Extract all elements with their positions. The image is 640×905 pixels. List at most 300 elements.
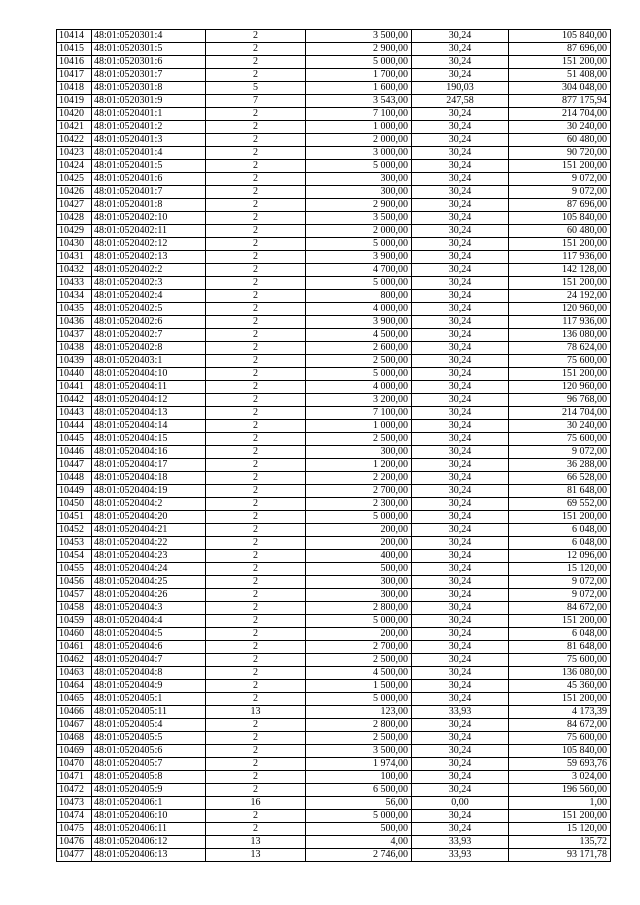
value-cell: 6 048,00 <box>509 524 611 537</box>
cadastral-number-cell: 48:01:0520404:9 <box>92 680 206 693</box>
code-cell: 5 <box>206 82 306 95</box>
table-row <box>57 693 611 706</box>
rate-cell: 30,24 <box>412 771 509 784</box>
table-row <box>57 433 611 446</box>
rate-cell: 30,24 <box>412 446 509 459</box>
cadastral-number-cell: 48:01:0520401:5 <box>92 160 206 173</box>
rate-cell: 30,24 <box>412 290 509 303</box>
code-cell: 2 <box>206 251 306 264</box>
row-number-cell: 10426 <box>57 186 92 199</box>
table-row <box>57 420 611 433</box>
rate-cell: 33,93 <box>412 706 509 719</box>
area-cell: 2 500,00 <box>306 732 412 745</box>
code-cell: 2 <box>206 420 306 433</box>
cadastral-number-cell: 48:01:0520404:19 <box>92 485 206 498</box>
rate-cell: 30,24 <box>412 602 509 615</box>
area-cell: 3 500,00 <box>306 30 412 43</box>
row-number-cell: 10454 <box>57 550 92 563</box>
value-cell: 151 200,00 <box>509 56 611 69</box>
value-cell: 105 840,00 <box>509 30 611 43</box>
row-number-cell: 10447 <box>57 459 92 472</box>
code-cell: 2 <box>206 771 306 784</box>
area-cell: 5 000,00 <box>306 511 412 524</box>
row-number-cell: 10443 <box>57 407 92 420</box>
rate-cell: 30,24 <box>412 719 509 732</box>
cadastral-number-cell: 48:01:0520401:3 <box>92 134 206 147</box>
area-cell: 3 900,00 <box>306 316 412 329</box>
row-number-cell: 10465 <box>57 693 92 706</box>
cadastral-number-cell: 48:01:0520404:22 <box>92 537 206 550</box>
rate-cell: 30,24 <box>412 160 509 173</box>
area-cell: 1 700,00 <box>306 69 412 82</box>
area-cell: 6 500,00 <box>306 784 412 797</box>
row-number-cell: 10427 <box>57 199 92 212</box>
row-number-cell: 10415 <box>57 43 92 56</box>
rate-cell: 30,24 <box>412 758 509 771</box>
value-cell: 81 648,00 <box>509 641 611 654</box>
table-row <box>57 654 611 667</box>
row-number-cell: 10462 <box>57 654 92 667</box>
code-cell: 2 <box>206 134 306 147</box>
cadastral-number-cell: 48:01:0520402:6 <box>92 316 206 329</box>
cadastral-number-cell: 48:01:0520401:2 <box>92 121 206 134</box>
value-cell: 75 600,00 <box>509 732 611 745</box>
rate-cell: 30,24 <box>412 277 509 290</box>
table-row <box>57 95 611 108</box>
table-row <box>57 381 611 394</box>
value-cell: 30 240,00 <box>509 121 611 134</box>
table-row <box>57 849 611 862</box>
cadastral-number-cell: 48:01:0520404:21 <box>92 524 206 537</box>
cadastral-number-cell: 48:01:0520404:10 <box>92 368 206 381</box>
rate-cell: 30,24 <box>412 628 509 641</box>
table-row <box>57 251 611 264</box>
table-row <box>57 680 611 693</box>
rate-cell: 30,24 <box>412 69 509 82</box>
cadastral-number-cell: 48:01:0520404:25 <box>92 576 206 589</box>
value-cell: 151 200,00 <box>509 693 611 706</box>
area-cell: 4 000,00 <box>306 303 412 316</box>
table-row <box>57 342 611 355</box>
rate-cell: 30,24 <box>412 108 509 121</box>
code-cell: 2 <box>206 225 306 238</box>
table-row <box>57 589 611 602</box>
table-row <box>57 30 611 43</box>
rate-cell: 30,24 <box>412 342 509 355</box>
row-number-cell: 10476 <box>57 836 92 849</box>
value-cell: 6 048,00 <box>509 628 611 641</box>
code-cell: 2 <box>206 160 306 173</box>
code-cell: 2 <box>206 147 306 160</box>
rate-cell: 30,24 <box>412 186 509 199</box>
code-cell: 2 <box>206 407 306 420</box>
table-row <box>57 550 611 563</box>
table-row <box>57 212 611 225</box>
row-number-cell: 10474 <box>57 810 92 823</box>
area-cell: 3 500,00 <box>306 212 412 225</box>
table-row <box>57 290 611 303</box>
table-row <box>57 43 611 56</box>
value-cell: 75 600,00 <box>509 433 611 446</box>
row-number-cell: 10461 <box>57 641 92 654</box>
row-number-cell: 10431 <box>57 251 92 264</box>
area-cell: 3 543,00 <box>306 95 412 108</box>
area-cell: 4,00 <box>306 836 412 849</box>
value-cell: 136 080,00 <box>509 329 611 342</box>
value-cell: 214 704,00 <box>509 108 611 121</box>
value-cell: 151 200,00 <box>509 160 611 173</box>
cadastral-value-table <box>56 29 611 862</box>
value-cell: 151 200,00 <box>509 810 611 823</box>
table-row <box>57 472 611 485</box>
cadastral-number-cell: 48:01:0520406:10 <box>92 810 206 823</box>
rate-cell: 30,24 <box>412 745 509 758</box>
rate-cell: 30,24 <box>412 355 509 368</box>
row-number-cell: 10420 <box>57 108 92 121</box>
code-cell: 2 <box>206 784 306 797</box>
cadastral-number-cell: 48:01:0520406:12 <box>92 836 206 849</box>
cadastral-number-cell: 48:01:0520404:8 <box>92 667 206 680</box>
value-cell: 9 072,00 <box>509 446 611 459</box>
value-cell: 105 840,00 <box>509 745 611 758</box>
value-cell: 9 072,00 <box>509 186 611 199</box>
area-cell: 400,00 <box>306 550 412 563</box>
code-cell: 2 <box>206 121 306 134</box>
rate-cell: 30,24 <box>412 810 509 823</box>
area-cell: 5 000,00 <box>306 277 412 290</box>
table-row <box>57 511 611 524</box>
value-cell: 59 693,76 <box>509 758 611 771</box>
row-number-cell: 10416 <box>57 56 92 69</box>
area-cell: 2 600,00 <box>306 342 412 355</box>
cadastral-number-cell: 48:01:0520404:17 <box>92 459 206 472</box>
row-number-cell: 10419 <box>57 95 92 108</box>
row-number-cell: 10435 <box>57 303 92 316</box>
area-cell: 5 000,00 <box>306 693 412 706</box>
value-cell: 304 048,00 <box>509 82 611 95</box>
cadastral-number-cell: 48:01:0520402:4 <box>92 290 206 303</box>
cadastral-number-cell: 48:01:0520405:5 <box>92 732 206 745</box>
value-cell: 151 200,00 <box>509 238 611 251</box>
cadastral-number-cell: 48:01:0520402:2 <box>92 264 206 277</box>
value-cell: 9 072,00 <box>509 589 611 602</box>
cadastral-number-cell: 48:01:0520402:11 <box>92 225 206 238</box>
rate-cell: 30,24 <box>412 121 509 134</box>
cadastral-number-cell: 48:01:0520405:9 <box>92 784 206 797</box>
area-cell: 200,00 <box>306 628 412 641</box>
row-number-cell: 10425 <box>57 173 92 186</box>
area-cell: 1 200,00 <box>306 459 412 472</box>
table-row <box>57 732 611 745</box>
table-row <box>57 199 611 212</box>
row-number-cell: 10475 <box>57 823 92 836</box>
rate-cell: 30,24 <box>412 589 509 602</box>
rate-cell: 30,24 <box>412 394 509 407</box>
area-cell: 2 746,00 <box>306 849 412 862</box>
table-row <box>57 667 611 680</box>
row-number-cell: 10421 <box>57 121 92 134</box>
table-row <box>57 524 611 537</box>
value-cell: 36 288,00 <box>509 459 611 472</box>
rate-cell: 30,24 <box>412 550 509 563</box>
code-cell: 2 <box>206 719 306 732</box>
code-cell: 2 <box>206 745 306 758</box>
value-cell: 15 120,00 <box>509 563 611 576</box>
cadastral-number-cell: 48:01:0520301:5 <box>92 43 206 56</box>
row-number-cell: 10446 <box>57 446 92 459</box>
row-number-cell: 10459 <box>57 615 92 628</box>
cadastral-number-cell: 48:01:0520402:7 <box>92 329 206 342</box>
table-row <box>57 186 611 199</box>
value-cell: 84 672,00 <box>509 719 611 732</box>
code-cell: 2 <box>206 576 306 589</box>
row-number-cell: 10452 <box>57 524 92 537</box>
value-cell: 142 128,00 <box>509 264 611 277</box>
code-cell: 2 <box>206 498 306 511</box>
table-row <box>57 641 611 654</box>
rate-cell: 30,24 <box>412 693 509 706</box>
table-row <box>57 537 611 550</box>
code-cell: 2 <box>206 381 306 394</box>
code-cell: 2 <box>206 615 306 628</box>
code-cell: 2 <box>206 238 306 251</box>
area-cell: 2 800,00 <box>306 602 412 615</box>
area-cell: 2 000,00 <box>306 225 412 238</box>
rate-cell: 30,24 <box>412 472 509 485</box>
code-cell: 2 <box>206 212 306 225</box>
row-number-cell: 10450 <box>57 498 92 511</box>
table-row <box>57 706 611 719</box>
rate-cell: 30,24 <box>412 173 509 186</box>
table-row <box>57 56 611 69</box>
area-cell: 500,00 <box>306 563 412 576</box>
value-cell: 87 696,00 <box>509 43 611 56</box>
table-row <box>57 329 611 342</box>
row-number-cell: 10439 <box>57 355 92 368</box>
area-cell: 56,00 <box>306 797 412 810</box>
code-cell: 2 <box>206 199 306 212</box>
value-cell: 6 048,00 <box>509 537 611 550</box>
cadastral-number-cell: 48:01:0520405:1 <box>92 693 206 706</box>
table-row <box>57 810 611 823</box>
code-cell: 2 <box>206 823 306 836</box>
area-cell: 300,00 <box>306 173 412 186</box>
table-row <box>57 69 611 82</box>
row-number-cell: 10477 <box>57 849 92 862</box>
table-row <box>57 121 611 134</box>
cadastral-number-cell: 48:01:0520404:12 <box>92 394 206 407</box>
area-cell: 7 100,00 <box>306 108 412 121</box>
area-cell: 2 500,00 <box>306 355 412 368</box>
code-cell: 2 <box>206 303 306 316</box>
code-cell: 2 <box>206 602 306 615</box>
rate-cell: 30,24 <box>412 30 509 43</box>
rate-cell: 30,24 <box>412 368 509 381</box>
value-cell: 12 096,00 <box>509 550 611 563</box>
code-cell: 2 <box>206 290 306 303</box>
table-row <box>57 134 611 147</box>
rate-cell: 30,24 <box>412 264 509 277</box>
table-row <box>57 459 611 472</box>
table-body <box>57 30 611 862</box>
value-cell: 214 704,00 <box>509 407 611 420</box>
row-number-cell: 10451 <box>57 511 92 524</box>
code-cell: 2 <box>206 641 306 654</box>
value-cell: 51 408,00 <box>509 69 611 82</box>
cadastral-number-cell: 48:01:0520404:2 <box>92 498 206 511</box>
table-row <box>57 563 611 576</box>
area-cell: 7 100,00 <box>306 407 412 420</box>
code-cell: 13 <box>206 849 306 862</box>
rate-cell: 30,24 <box>412 654 509 667</box>
row-number-cell: 10470 <box>57 758 92 771</box>
row-number-cell: 10414 <box>57 30 92 43</box>
area-cell: 2 900,00 <box>306 199 412 212</box>
cadastral-number-cell: 48:01:0520301:8 <box>92 82 206 95</box>
value-cell: 9 072,00 <box>509 173 611 186</box>
value-cell: 87 696,00 <box>509 199 611 212</box>
code-cell: 7 <box>206 95 306 108</box>
row-number-cell: 10437 <box>57 329 92 342</box>
row-number-cell: 10460 <box>57 628 92 641</box>
table-row <box>57 836 611 849</box>
code-cell: 2 <box>206 394 306 407</box>
cadastral-number-cell: 48:01:0520404:11 <box>92 381 206 394</box>
row-number-cell: 10448 <box>57 472 92 485</box>
table-row <box>57 238 611 251</box>
row-number-cell: 10429 <box>57 225 92 238</box>
area-cell: 3 500,00 <box>306 745 412 758</box>
table-row <box>57 745 611 758</box>
value-cell: 75 600,00 <box>509 654 611 667</box>
table-row <box>57 797 611 810</box>
area-cell: 4 500,00 <box>306 667 412 680</box>
value-cell: 93 171,78 <box>509 849 611 862</box>
table-row <box>57 82 611 95</box>
code-cell: 2 <box>206 758 306 771</box>
rate-cell: 30,24 <box>412 732 509 745</box>
cadastral-number-cell: 48:01:0520404:26 <box>92 589 206 602</box>
cadastral-number-cell: 48:01:0520301:9 <box>92 95 206 108</box>
code-cell: 2 <box>206 589 306 602</box>
value-cell: 151 200,00 <box>509 277 611 290</box>
cadastral-number-cell: 48:01:0520402:3 <box>92 277 206 290</box>
code-cell: 2 <box>206 810 306 823</box>
table-row <box>57 225 611 238</box>
table-row <box>57 264 611 277</box>
rate-cell: 30,24 <box>412 680 509 693</box>
code-cell: 2 <box>206 329 306 342</box>
area-cell: 1 500,00 <box>306 680 412 693</box>
table-row <box>57 355 611 368</box>
row-number-cell: 10418 <box>57 82 92 95</box>
table-row <box>57 823 611 836</box>
value-cell: 84 672,00 <box>509 602 611 615</box>
value-cell: 151 200,00 <box>509 511 611 524</box>
area-cell: 5 000,00 <box>306 368 412 381</box>
code-cell: 2 <box>206 342 306 355</box>
cadastral-number-cell: 48:01:0520301:4 <box>92 30 206 43</box>
row-number-cell: 10433 <box>57 277 92 290</box>
value-cell: 3 024,00 <box>509 771 611 784</box>
table-row <box>57 407 611 420</box>
rate-cell: 30,24 <box>412 784 509 797</box>
cadastral-number-cell: 48:01:0520301:6 <box>92 56 206 69</box>
value-cell: 96 768,00 <box>509 394 611 407</box>
row-number-cell: 10428 <box>57 212 92 225</box>
cadastral-number-cell: 48:01:0520401:4 <box>92 147 206 160</box>
code-cell: 2 <box>206 264 306 277</box>
code-cell: 2 <box>206 537 306 550</box>
rate-cell: 30,24 <box>412 537 509 550</box>
value-cell: 151 200,00 <box>509 615 611 628</box>
row-number-cell: 10445 <box>57 433 92 446</box>
value-cell: 30 240,00 <box>509 420 611 433</box>
table-row <box>57 316 611 329</box>
area-cell: 2 800,00 <box>306 719 412 732</box>
rate-cell: 30,24 <box>412 303 509 316</box>
rate-cell: 0,00 <box>412 797 509 810</box>
area-cell: 3 000,00 <box>306 147 412 160</box>
area-cell: 2 000,00 <box>306 134 412 147</box>
cadastral-number-cell: 48:01:0520402:13 <box>92 251 206 264</box>
value-cell: 15 120,00 <box>509 823 611 836</box>
row-number-cell: 10432 <box>57 264 92 277</box>
cadastral-number-cell: 48:01:0520406:1 <box>92 797 206 810</box>
table-row <box>57 394 611 407</box>
value-cell: 45 360,00 <box>509 680 611 693</box>
row-number-cell: 10422 <box>57 134 92 147</box>
row-number-cell: 10468 <box>57 732 92 745</box>
cadastral-number-cell: 48:01:0520402:8 <box>92 342 206 355</box>
value-cell: 90 720,00 <box>509 147 611 160</box>
rate-cell: 30,24 <box>412 485 509 498</box>
rate-cell: 30,24 <box>412 212 509 225</box>
rate-cell: 30,24 <box>412 43 509 56</box>
table-row <box>57 173 611 186</box>
table-row <box>57 758 611 771</box>
value-cell: 117 936,00 <box>509 316 611 329</box>
value-cell: 69 552,00 <box>509 498 611 511</box>
row-number-cell: 10457 <box>57 589 92 602</box>
table-row <box>57 303 611 316</box>
value-cell: 877 175,94 <box>509 95 611 108</box>
rate-cell: 30,24 <box>412 615 509 628</box>
value-cell: 81 648,00 <box>509 485 611 498</box>
rate-cell: 30,24 <box>412 667 509 680</box>
code-cell: 2 <box>206 173 306 186</box>
row-number-cell: 10424 <box>57 160 92 173</box>
code-cell: 2 <box>206 43 306 56</box>
rate-cell: 30,24 <box>412 225 509 238</box>
cadastral-number-cell: 48:01:0520404:24 <box>92 563 206 576</box>
value-cell: 60 480,00 <box>509 225 611 238</box>
cadastral-number-cell: 48:01:0520301:7 <box>92 69 206 82</box>
area-cell: 300,00 <box>306 589 412 602</box>
table-row <box>57 277 611 290</box>
row-number-cell: 10471 <box>57 771 92 784</box>
cadastral-number-cell: 48:01:0520404:4 <box>92 615 206 628</box>
code-cell: 2 <box>206 316 306 329</box>
rate-cell: 30,24 <box>412 524 509 537</box>
value-cell: 60 480,00 <box>509 134 611 147</box>
code-cell: 2 <box>206 433 306 446</box>
code-cell: 2 <box>206 732 306 745</box>
cadastral-number-cell: 48:01:0520404:6 <box>92 641 206 654</box>
table-row <box>57 147 611 160</box>
area-cell: 2 500,00 <box>306 433 412 446</box>
row-number-cell: 10436 <box>57 316 92 329</box>
